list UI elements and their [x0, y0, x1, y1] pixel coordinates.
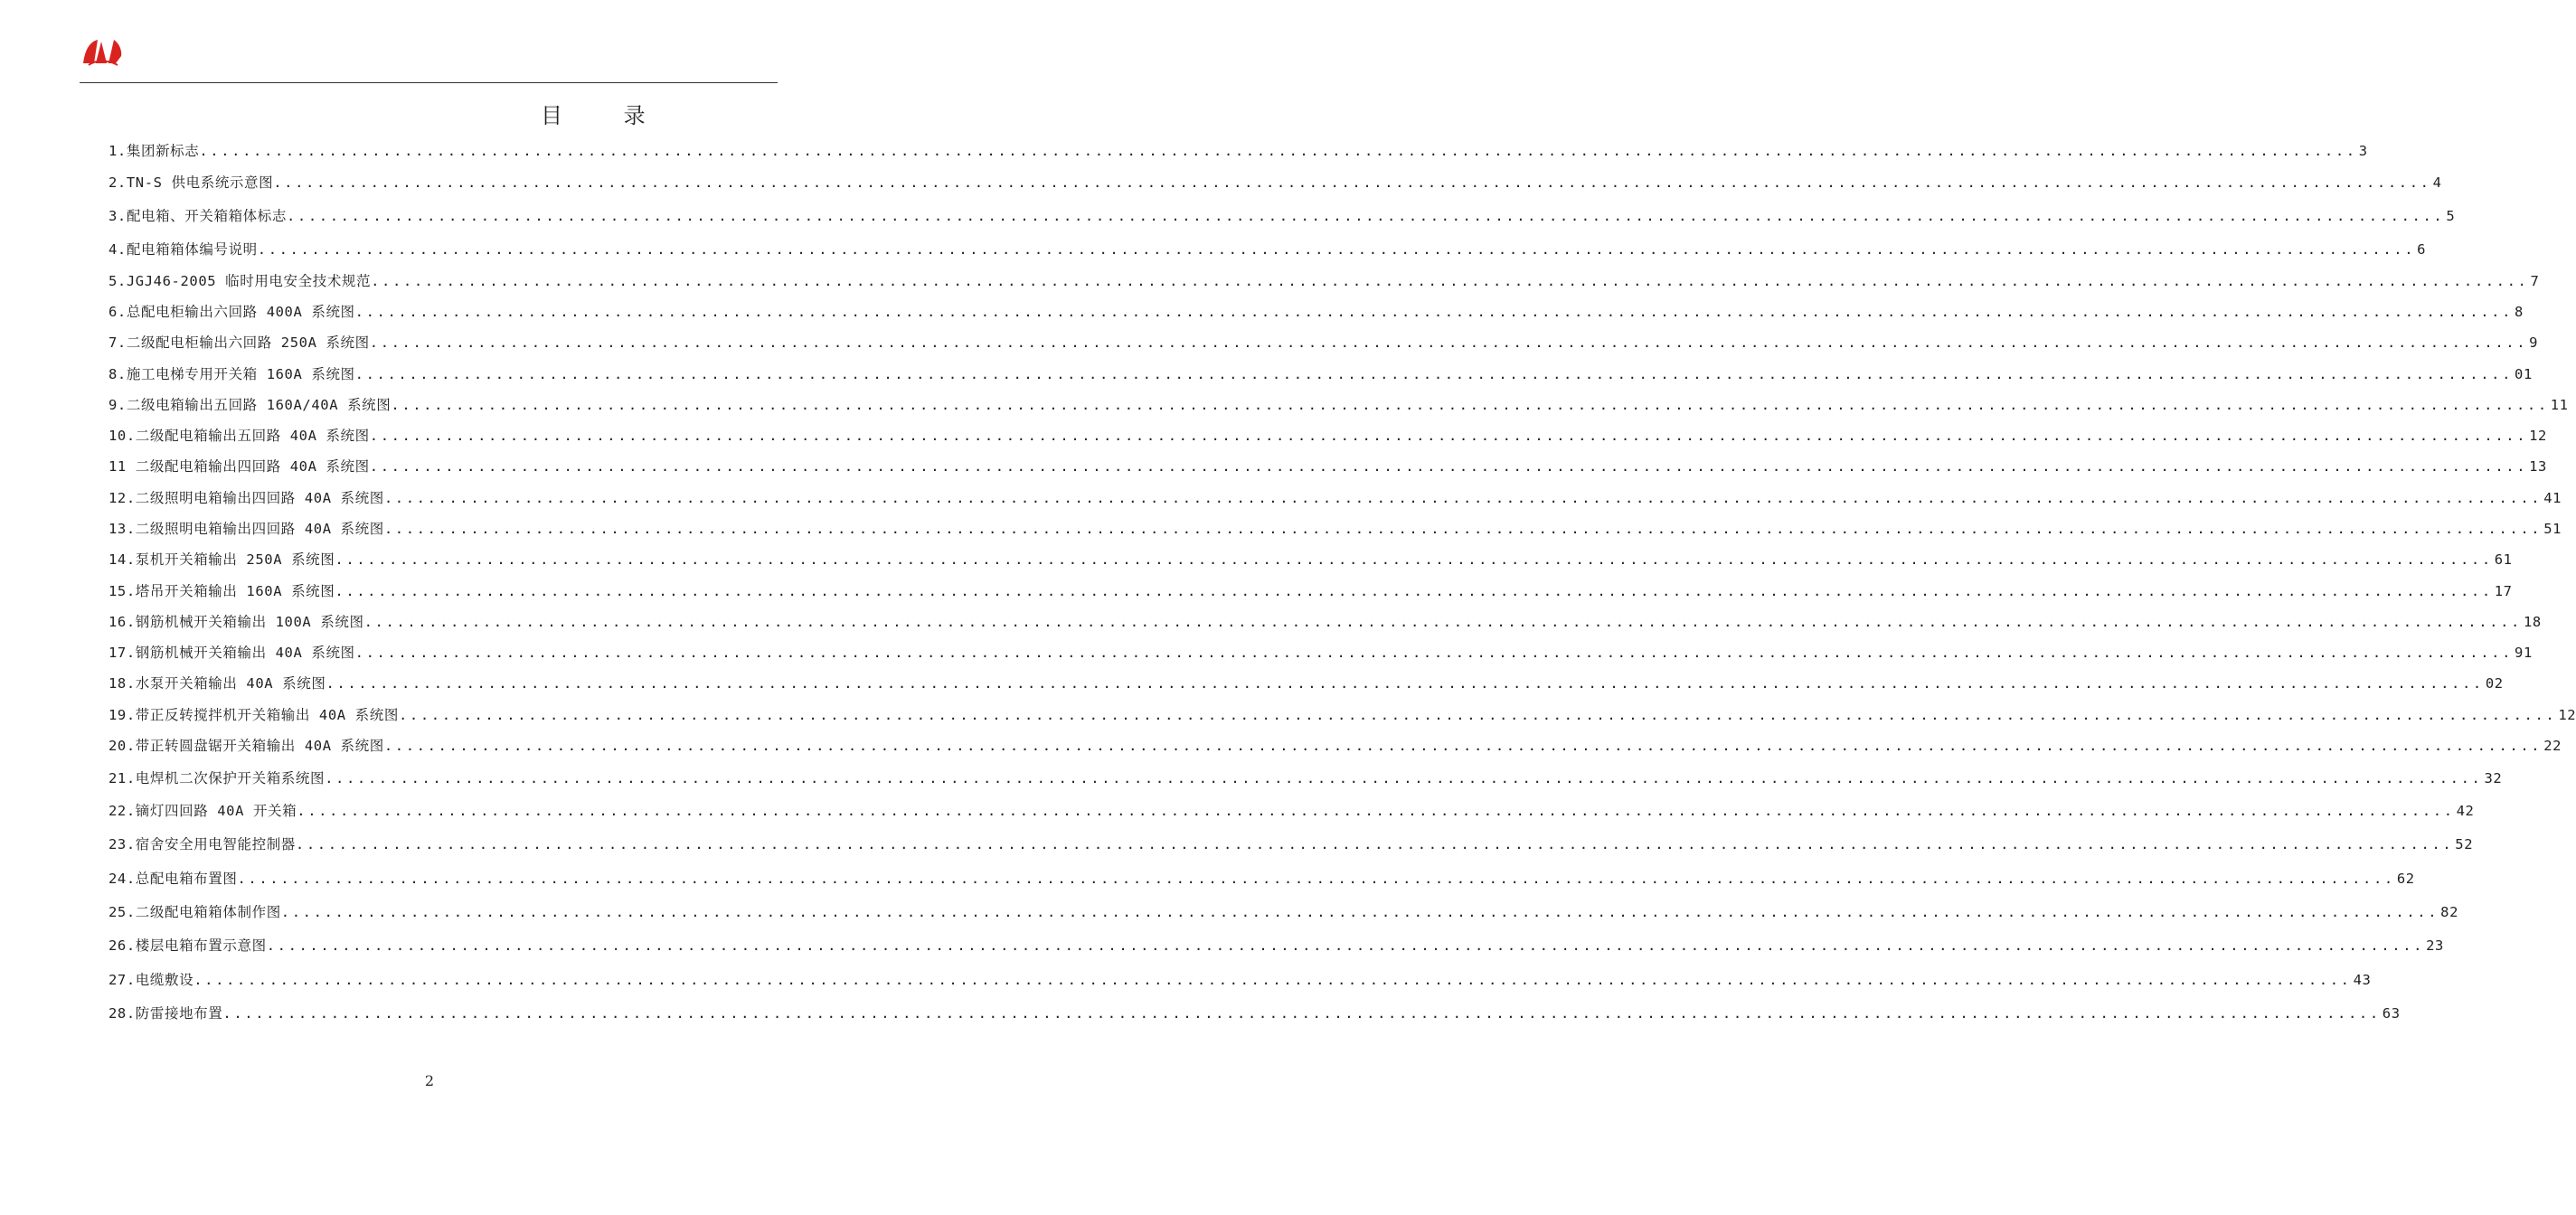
toc-entry-label: 21.电焊机二次保护开关箱系统图	[109, 770, 326, 786]
toc-entry[interactable]	[109, 902, 2459, 922]
toc-entry[interactable]	[109, 869, 2415, 889]
toc-leader-dots: ........................................................................................................................................................................................................	[295, 836, 2454, 852]
toc-entry-page: 3	[2358, 143, 2368, 159]
toc-entry-label: 25.二级配电箱箱体制作图	[109, 904, 281, 920]
toc-entry-label: 10.二级配电箱输出五回路 40A 系统图	[109, 428, 370, 444]
toc-entry[interactable]	[109, 457, 2547, 476]
toc-entry-label: 3.配电箱、开关箱箱体标志	[109, 208, 287, 224]
toc-entry[interactable]	[109, 834, 2474, 854]
toc-entry[interactable]	[109, 801, 2475, 821]
toc-entry-page: 7	[2530, 273, 2540, 289]
toc-entry[interactable]	[109, 1003, 2401, 1023]
toc-entry-page: 18	[2523, 614, 2542, 630]
toc-entry[interactable]	[109, 302, 2524, 322]
toc-leader-dots: ........................................................................................................................................................................................................	[193, 972, 2352, 988]
toc-leader-dots: ........................................................................................................................................................................................................	[199, 143, 2357, 159]
toc-leader-dots: ........................................................................................................................................................................................................	[369, 458, 2528, 475]
page-title: 目 录	[541, 103, 673, 128]
toc-leader-dots: ........................................................................................................................................................................................................	[237, 871, 2395, 887]
toc-entry-page: 32	[2484, 770, 2503, 786]
toc-leader-dots: ........................................................................................................................................................................................................	[257, 241, 2416, 258]
toc-entry-page: 63	[2382, 1005, 2401, 1022]
toc-leader-dots: ........................................................................................................................................................................................................	[273, 174, 2431, 191]
toc-leader-dots: ........................................................................................................................................................................................................	[383, 490, 2543, 506]
toc-entry-page: 8	[2515, 304, 2524, 320]
toc-leader-dots: ........................................................................................................................................................................................................	[266, 937, 2425, 954]
toc-entry-page: 22	[2543, 738, 2562, 754]
toc-entry[interactable]	[109, 550, 2513, 570]
header-rule	[80, 82, 778, 83]
toc-entry-page: 91	[2515, 645, 2533, 661]
toc-entry[interactable]	[109, 768, 2503, 788]
toc-entry[interactable]	[109, 705, 2576, 725]
toc-entry[interactable]	[109, 736, 2562, 756]
toc-entry-label: 13.二级照明电箱输出四回路 40A 系统图	[109, 521, 384, 537]
toc-entry-page: 41	[2543, 490, 2562, 506]
toc-entry-label: 1.集团新标志	[109, 143, 200, 159]
toc-leader-dots: ........................................................................................................................................................................................................	[369, 334, 2528, 351]
toc-entry[interactable]	[109, 333, 2539, 353]
toc-entry-label: 5.JGJ46-2005 临时用电安全技术规范	[109, 273, 372, 289]
toc-entry-label: 7.二级配电柜输出六回路 250A 系统图	[109, 334, 370, 351]
toc-leader-dots: ........................................................................................................................................................................................................	[354, 366, 2514, 382]
toc-entry-label: 18.水泵开关箱输出 40A 系统图	[109, 675, 326, 692]
toc-entry-page: 17	[2494, 583, 2513, 599]
toc-entry[interactable]	[109, 581, 2513, 601]
toc-entry-label: 19.带正反转搅拌机开关箱输出 40A 系统图	[109, 707, 399, 723]
toc-entry-label: 16.钢筋机械开关箱输出 100A 系统图	[109, 614, 364, 630]
toc-entry-label: 28.防雷接地布置	[109, 1005, 223, 1022]
toc-entry[interactable]	[109, 612, 2542, 632]
toc-entry[interactable]	[109, 643, 2533, 663]
toc-entry[interactable]	[109, 488, 2562, 508]
toc-entry-label: 4.配电箱箱体编号说明	[109, 241, 258, 258]
toc-entry-label: 26.楼层电箱布置示意图	[109, 937, 267, 954]
toc-entry-page: 82	[2440, 904, 2459, 920]
toc-leader-dots: ........................................................................................................................................................................................................	[325, 770, 2483, 786]
toc-entry-page: 61	[2494, 551, 2513, 568]
toc-leader-dots: ........................................................................................................................................................................................................	[286, 208, 2445, 224]
toc-entry-page: 4	[2432, 174, 2442, 191]
toc-entry-page: 43	[2353, 972, 2372, 988]
toc-entry-label: 14.泵机开关箱输出 250A 系统图	[109, 551, 335, 568]
toc-entry-page: 12	[2558, 707, 2576, 723]
toc-entry-label: 27.电缆敷设	[109, 972, 194, 988]
page-number: 2	[424, 1072, 435, 1089]
toc-entry-page: 12	[2529, 428, 2547, 444]
toc-entry-page: 51	[2543, 521, 2562, 537]
toc-leader-dots: ........................................................................................................................................................................................................	[369, 428, 2528, 444]
toc-entry-label: 23.宿舍安全用电智能控制器	[109, 836, 296, 852]
toc-entry-label: 24.总配电箱布置图	[109, 871, 238, 887]
toc-entry-label: 8.施工电梯专用开关箱 160A 系统图	[109, 366, 355, 382]
toc-leader-dots: ........................................................................................................................................................................................................	[391, 397, 2549, 413]
toc-entry-page: 9	[2529, 334, 2539, 351]
company-logo-icon	[81, 36, 123, 67]
toc-entry-label: 22.镝灯四回路 40A 开关箱	[109, 803, 297, 819]
toc-entry[interactable]	[109, 173, 2442, 193]
toc-entry-label: 17.钢筋机械开关箱输出 40A 系统图	[109, 645, 355, 661]
toc-entry[interactable]	[109, 519, 2562, 539]
toc-entry-label: 11 二级配电箱输出四回路 40A 系统图	[109, 458, 370, 475]
toc-entry-page: 6	[2417, 241, 2427, 258]
toc-entry-page: 42	[2456, 803, 2475, 819]
toc-leader-dots: ........................................................................................................................................................................................................	[280, 904, 2439, 920]
toc-leader-dots: ........................................................................................................................................................................................................	[398, 707, 2557, 723]
toc-entry-page: 5	[2446, 208, 2456, 224]
toc-entry-page: 02	[2485, 675, 2504, 692]
toc-leader-dots: ........................................................................................................................................................................................................	[335, 551, 2493, 568]
toc-entry-page: 52	[2455, 836, 2474, 852]
toc-entry-page: 23	[2426, 937, 2444, 954]
toc-entry-page: 62	[2396, 871, 2415, 887]
toc-leader-dots: ........................................................................................................................................................................................................	[363, 614, 2522, 630]
toc-entry[interactable]	[109, 240, 2427, 259]
toc-leader-dots: ........................................................................................................................................................................................................	[297, 803, 2455, 819]
toc-leader-dots: ........................................................................................................................................................................................................	[222, 1005, 2381, 1022]
toc-entry[interactable]	[109, 970, 2372, 990]
toc-entry-label: 6.总配电柜输出六回路 400A 系统图	[109, 304, 355, 320]
toc-entry-label: 2.TN-S 供电系统示意图	[109, 174, 274, 191]
toc-entry[interactable]	[109, 673, 2504, 693]
toc-leader-dots: ........................................................................................................................................................................................................	[326, 675, 2484, 692]
toc-leader-dots: ........................................................................................................................................................................................................	[371, 273, 2529, 289]
toc-entry[interactable]	[109, 936, 2444, 956]
toc-entry[interactable]	[109, 141, 2368, 161]
toc-entry-page: 01	[2515, 366, 2533, 382]
toc-entry[interactable]	[109, 271, 2540, 291]
toc-entry-page: 11	[2550, 397, 2569, 413]
toc-entry[interactable]	[109, 426, 2547, 446]
toc-entry[interactable]	[109, 206, 2456, 226]
toc-entry-label: 9.二级电箱输出五回路 160A/40A 系统图	[109, 397, 392, 413]
toc-leader-dots: ........................................................................................................................................................................................................	[354, 645, 2514, 661]
toc-leader-dots: ........................................................................................................................................................................................................	[354, 304, 2514, 320]
toc-entry-label: 20.带正转圆盘锯开关箱输出 40A 系统图	[109, 738, 384, 754]
toc-entry-page: 13	[2529, 458, 2547, 475]
toc-entry[interactable]	[109, 364, 2533, 384]
toc-leader-dots: ........................................................................................................................................................................................................	[335, 583, 2493, 599]
toc-leader-dots: ........................................................................................................................................................................................................	[383, 738, 2543, 754]
toc-entry[interactable]	[109, 395, 2569, 415]
toc-entry-label: 12.二级照明电箱输出四回路 40A 系统图	[109, 490, 384, 506]
toc-leader-dots: ........................................................................................................................................................................................................	[383, 521, 2543, 537]
toc-entry-label: 15.塔吊开关箱输出 160A 系统图	[109, 583, 335, 599]
